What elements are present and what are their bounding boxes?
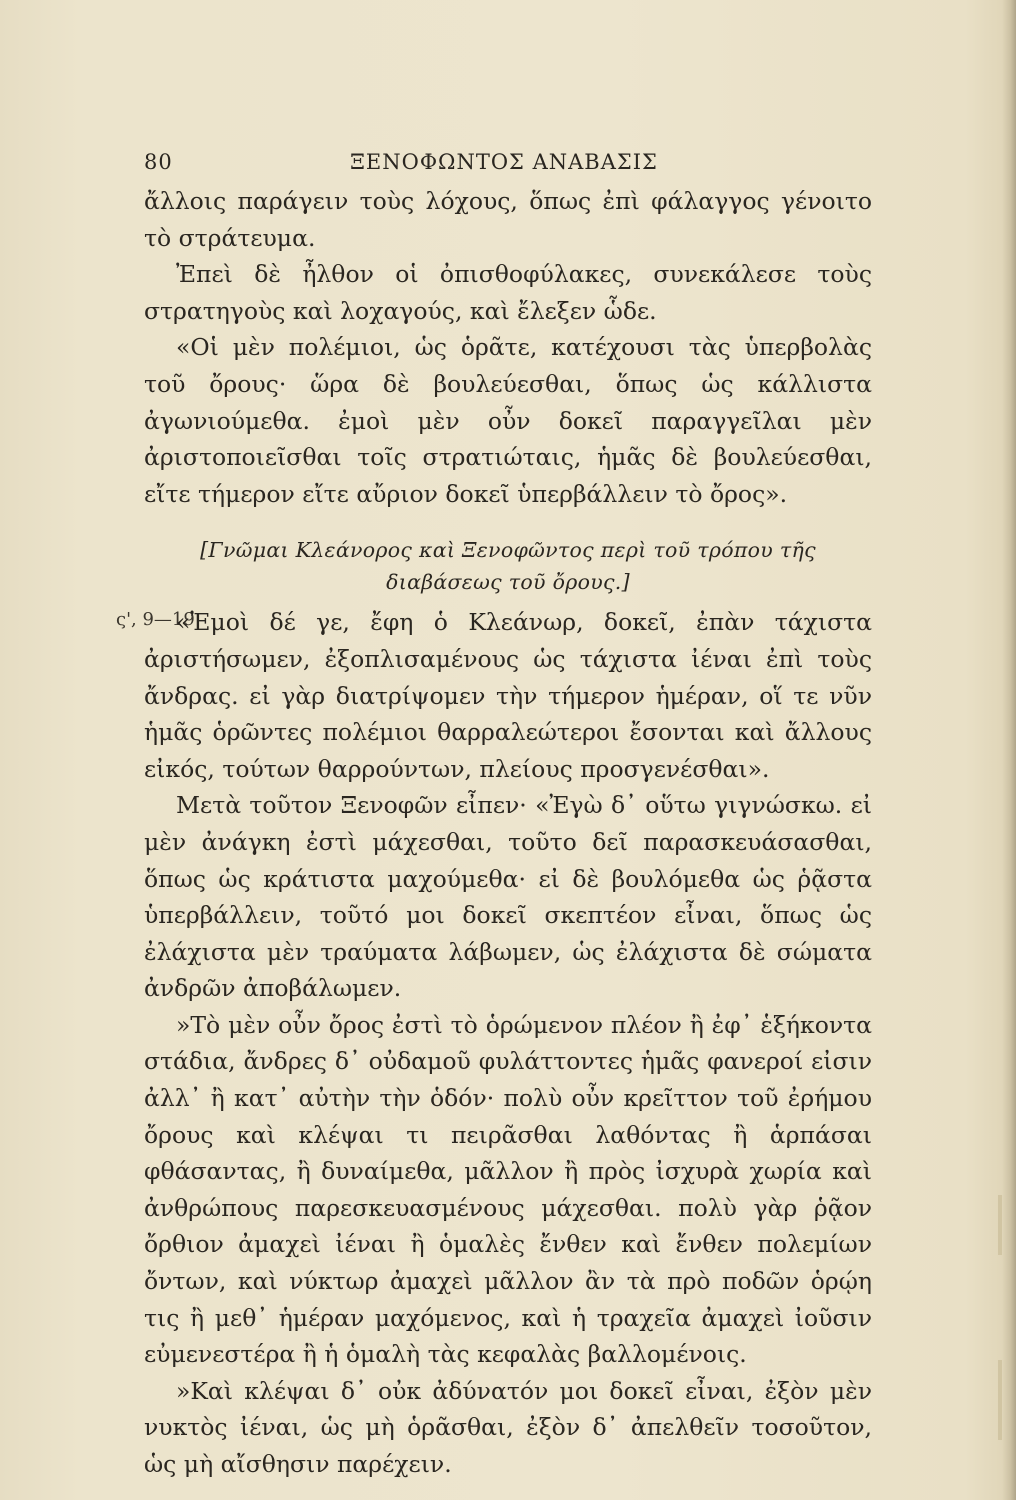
page-edge-shadow	[1002, 0, 1016, 1500]
paragraph: Ἐπεὶ δὲ ἦλθον οἱ ὀπισθοφύλακες, συνεκάλεσε τοὺς στρατηγοὺς καὶ λοχαγούς, καὶ ἔλεξεν ὧδε.	[144, 260, 872, 325]
page-stain	[998, 1195, 1002, 1255]
paragraph: «Ἐμοὶ δέ γε, ἔφη ὁ Κλεάνωρ, δοκεῖ, ἐπὰν τάχιστα ἀριστήσωμεν, ἐξοπλισαμένους ὡς τάχιστα ἰέναι ἐπὶ τοὺς ἄνδρας. εἰ γὰρ διατρίψομεν τὴν τήμερον ἡμέραν, οἵ τε νῦν ἡμᾶς ὁρῶντες πολέμιοι θαρραλεώτεροι ἔσονται καὶ ἄλλους εἰκός, τούτων θαρρούντων, πλείους προσγενέσθαι».	[144, 608, 872, 783]
section-heading: [Γνῶμαι Κλεάνορος καὶ Ξενοφῶντος περὶ τοῦ τρόπου τῆς διαβάσεως τοῦ ὄρους.]	[200, 538, 816, 595]
page-header	[144, 150, 864, 180]
paragraph: ἄλλοις παράγειν τοὺς λόχους, ὅπως ἐπὶ φάλαγγος γένοιτο τὸ στράτευμα.	[144, 187, 872, 252]
page-stain	[998, 1360, 1002, 1440]
paragraph: Μετὰ τοῦτον Ξενοφῶν εἶπεν· «Ἐγὼ δ᾽ οὕτω γιγνώσκω. εἰ μὲν ἀνάγκη ἐστὶ μάχεσθαι, τοῦτο δεῖ παρασκευάσασθαι, ὅπως ὡς κράτιστα μαχούμεθα· εἰ δὲ βουλόμεθα ὡς ῥᾷστα ὑπερβάλλειν, τοῦτό μοι δοκεῖ σκεπτέον εἶναι, ὅπως ὡς ἐλάχιστα μὲν τραύματα λάβωμεν, ὡς ἐλάχιστα δὲ σώματα ἀνδρῶν ἀποβάλωμεν.	[144, 791, 872, 1003]
running-title: ΞΕΝΟΦΩΝΤΟΣ ΑΝΑΒΑΣΙΣ	[350, 150, 658, 174]
body-text	[144, 183, 872, 1483]
marginal-reference: ς', 9—19	[116, 609, 195, 630]
paragraph: »Τὸ μὲν οὖν ὄρος ἐστὶ τὸ ὁρώμενον πλέον ἢ ἐφ᾽ ἑξήκοντα στάδια, ἄνδρες δ᾽ οὐδαμοῦ φυλάττοντες ἡμᾶς φανεροί εἰσιν ἀλλ᾽ ἢ κατ᾽ αὐτὴν τὴν ὁδόν· πολὺ οὖν κρεῖττον τοῦ ἐρήμου ὄρους καὶ κλέψαι τι πειρᾶσθαι λαθόντας ἢ ἁρπάσαι φθάσαντας, ἢ δυναίμεθα, μᾶλλον ἢ πρὸς ἰσχυρὰ χωρία καὶ ἀνθρώπους παρεσκευασμένους μάχεσθαι. πολὺ γὰρ ῥᾷον ὄρθιον ἀμαχεὶ ἰέναι ἢ ὁμαλὲς ἔνθεν καὶ ἔνθεν πολεμίων ὄντων, καὶ νύκτωρ ἀμαχεὶ μᾶλλον ἂν τὰ πρὸ ποδῶν ὁρῴη τις ἢ μεθ᾽ ἡμέραν μαχόμενος, καὶ ἡ τραχεῖα ἀμαχεὶ ἰοῦσιν εὐμενεστέρα ἢ ἡ ὁμαλὴ τὰς κεφαλὰς βαλλομένοις.	[144, 1010, 872, 1369]
paragraph: »Καὶ κλέψαι δ᾽ οὐκ ἀδύνατόν μοι δοκεῖ εἶναι, ἐξὸν μὲν νυκτὸς ἰέναι, ὡς μὴ ὁρᾶσθαι, ἐξὸν δ᾽ ἀπελθεῖν τοσοῦτον, ὡς μὴ αἴσθησιν παρέχειν.	[144, 1376, 872, 1478]
page-number: 80	[144, 150, 173, 174]
paragraph: «Οἱ μὲν πολέμιοι, ὡς ὁρᾶτε, κατέχουσι τὰς ὑπερβολὰς τοῦ ὄρους· ὥρα δὲ βουλεύεσθαι, ὅπως ὡς κάλλιστα ἀγωνιούμεθα. ἐμοὶ μὲν οὖν δοκεῖ παραγγεῖλαι μὲν ἀριστοποιεῖσθαι τοῖς στρατιώταις, ἡμᾶς δὲ βουλεύεσθαι, εἴτε τήμερον εἴτε αὔριον δοκεῖ ὑπερβάλλειν τὸ ὄρος».	[144, 333, 872, 508]
